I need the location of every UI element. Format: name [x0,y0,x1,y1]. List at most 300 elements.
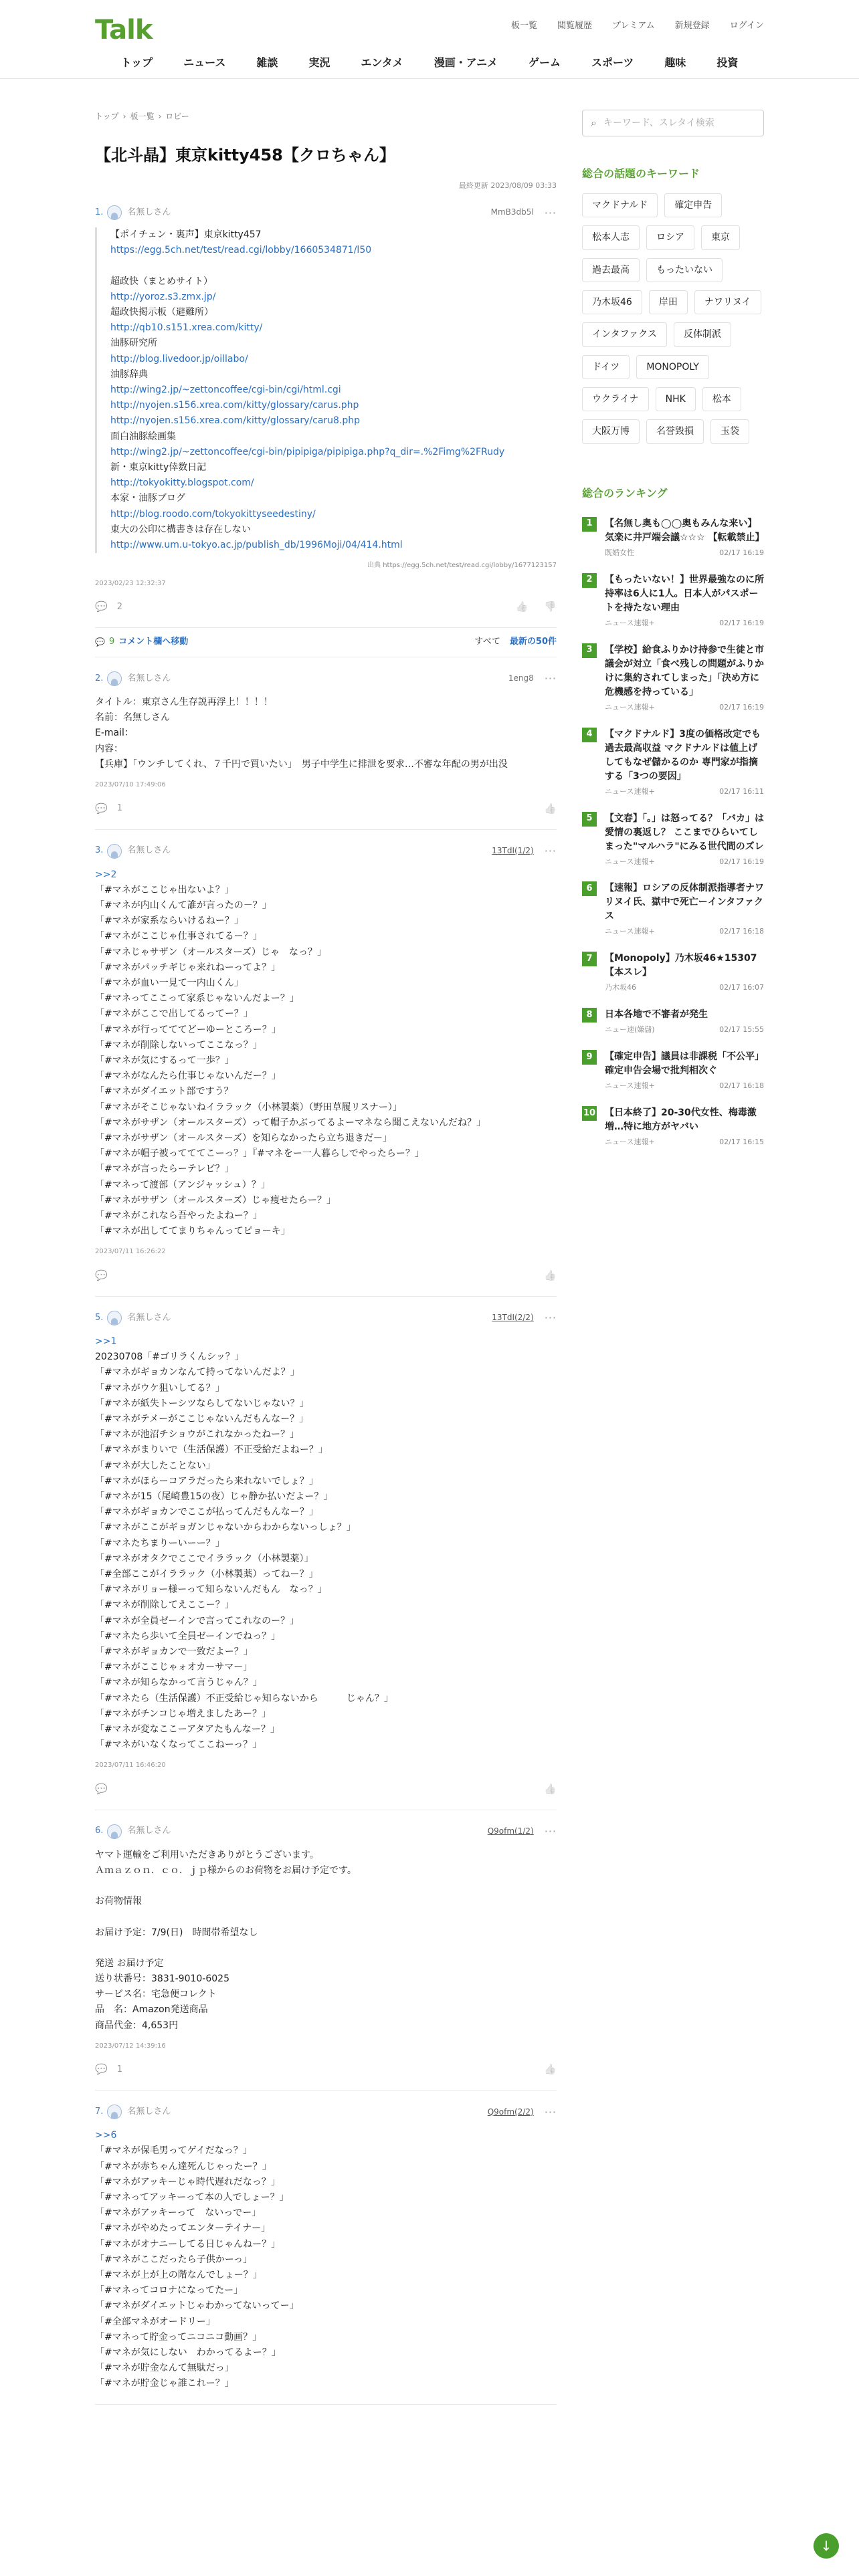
post-line: 「#マネが15（尾崎豊15の夜）じゃ静か払いだよー？」 [95,1491,333,1502]
ranking-meta [605,618,764,629]
more-icon[interactable]: ··· [544,1311,557,1325]
post-line: 「#マネが知らなかって言うじゃん？」 [95,1677,262,1689]
search-placeholder: キーワード、スレタイ検索 [603,117,714,128]
keyword-tag[interactable]: 松本 [702,387,741,411]
site-logo[interactable]: Talk [95,15,153,45]
post-line: 「#マネがギョカンで一致だよー？」 [95,1646,253,1657]
post-id[interactable]: 1eng8 [508,673,534,683]
scroll-down-button[interactable] [814,2533,839,2559]
post-number[interactable]: 5. [95,1312,104,1323]
ranking-board: ニュース速報+ [605,1138,655,1147]
post-line: 【兵庫】「ウンチしてくれ、７千円で買いたい」 男子中学生に排泄を要求…不審な年配の男が出没 [95,758,508,770]
post-line: 「#全部ここがイララック（小林製薬）ってねー？」 [95,1568,318,1580]
post-line: 「#マネがオタクでここでイララック（小林製薬）」 [95,1553,314,1564]
keyword-tag[interactable]: 名誉毀損 [646,419,704,443]
post-line: 「#マネが削除しないってここなっ？」 [95,1039,262,1051]
post-header [95,671,557,687]
post-line [95,1910,557,1925]
post-line: 「#マネじゃサザン（オールスターズ）じゃ なっ？」 [95,946,327,958]
keyword-tag[interactable]: もったいない [646,258,723,282]
comment-jump-bar [95,628,557,657]
ranking-meta [605,1081,764,1091]
post-line: 商品代金：4,653円 [95,2020,179,2031]
ranking-body [605,728,764,797]
keyword-tag[interactable]: 反体制派 [674,322,731,346]
post-line: 「#マネがテメーがここじゃないんだもんなー？」 [95,1413,309,1424]
post-line: 「#マネがダイエット部ですう？ [95,1086,233,1097]
post-line: 「#マネがやめたってエンターテイナー」 [95,2223,271,2234]
reaction-buttons [544,1782,557,1797]
rank-number: 1 [582,517,597,532]
keyword-tag[interactable]: ウクライナ [582,387,649,411]
post-line: 名前：名無しさん [95,712,170,724]
post-header [95,2104,557,2120]
keyword-tag[interactable]: 確定申告 [664,193,722,217]
ranking-body [605,952,764,993]
post-footer [95,1782,557,1798]
post-line: 「#マネってコロナになってたー」 [95,2285,244,2296]
post-line: 「#マネがほらーコアラだったら来れないでしょ？」 [95,1475,318,1487]
post-line: 本家・油豚ブログ [110,493,185,504]
ranking-board: 既婚女性 [605,548,634,557]
post-line: 【ポイチェン・裏声】東京kitty457 [110,229,262,241]
ranking-meta [605,982,764,993]
post-line: 「#マネって渡部（アンジャッシュ）？」 [95,1179,270,1190]
post-author: 名無しさん [127,1312,171,1323]
filter-latest-50[interactable]: 最新の50件 [509,637,557,647]
post-link[interactable]: >>2 [95,869,117,880]
ranking-title-text[interactable]: 【もったいない！】世界最強なのに所持率は6人に1人。日本人がパスポートを持たない理由 [605,574,764,613]
reaction-buttons [544,1269,557,1283]
comment-count: 1 [116,2064,122,2074]
post-body [95,695,557,772]
post-line: 「#マネが内山くんて誰が言ったの－？」 [95,899,272,911]
ranking-date: 02/17 16:19 [719,857,764,866]
post-body [95,2128,557,2391]
post-line: 20230708「#ゴリラくんシッ？」 [95,1352,244,1363]
comment-filter [474,636,557,649]
avatar-icon [107,671,122,686]
post-line: 「#マネが貯金じゃ誰これー？」 [95,2378,234,2389]
keyword-tag[interactable]: 玉袋 [710,419,749,443]
post-item [95,1297,557,1810]
keyword-tag[interactable]: 大阪万博 [582,419,640,443]
post-date: 2023/07/11 16:46:20 [95,1761,166,1769]
post-link[interactable]: http://nyojen.s156.xrea.com/kitty/glossary/carus.php [110,400,359,411]
post-line: 「#マネが帽子被ってててこーっ？」『#マネをー一人暮らしでやったらー？」 [95,1148,424,1160]
post-link[interactable]: http://wing2.jp/~zettoncoffee/cgi-bin/cgi/html.cgi [110,384,341,395]
post-line: 「#マネが紙失トーシツならしてないじゃない？」 [95,1398,309,1409]
thread-title: 【北斗晶】東京kitty458【クロちゃん】 [95,146,395,165]
post-author: 名無しさん [127,1826,171,1836]
post-line: 「#マネが血い一見て一内山くん」 [95,977,244,988]
nav-hobby[interactable]: 趣味 [664,56,686,69]
link-board-list[interactable]: 板一覧 [511,21,538,31]
thumbs-up-icon[interactable]: 👍 [515,601,529,613]
post-id[interactable]: 13TdI(2/2) [492,1313,534,1323]
main-content [95,110,557,2405]
post-line: 「#マネがギョカンでここが払ってんだもんなー？」 [95,1507,318,1518]
link-history[interactable]: 閲覧履歴 [557,21,593,31]
post-line: タイトル：東京さん生存説再浮上！！！！ [95,697,273,708]
post-body [95,227,557,553]
post-body [95,867,557,1240]
post-item [95,1810,557,2090]
post-id[interactable]: Q9ofm(1/2) [487,1826,534,1836]
post-footer [95,1268,557,1284]
ranking-board: ニュー速(嫌儲) [605,1025,655,1035]
ranking-date: 02/17 16:18 [719,927,764,936]
filter-all[interactable]: すべて [474,637,500,647]
ranking-body [605,1050,764,1091]
ranking-date: 02/17 16:15 [719,1138,764,1147]
avatar-icon [107,2105,122,2119]
ranking-item[interactable] [582,643,764,713]
post-line: 「#マネたちまりーいーー？」 [95,1537,225,1549]
post-line: 「#マネがここで出してるってー？」 [95,1008,253,1020]
ranking-title-text[interactable]: 【学校】給食ふりかけ持参で生徒と市議会が対立「食べ残しの問題がふりかけに集約されてしまった」「決め方に危機感を持っている」 [605,644,764,697]
post-footer [95,599,557,615]
ranking-date: 02/17 16:19 [719,702,764,712]
thumbs-up-icon[interactable]: 👍 [544,1269,557,1282]
breadcrumb-top[interactable]: トップ [95,112,119,121]
post-item [95,830,557,1297]
keyword-tag[interactable]: MONOPOLY [636,355,709,379]
post-line: 「#マネがこれなら吾やったよねー？」 [95,1210,262,1222]
breadcrumb-board-list[interactable]: 板一覧 [130,112,155,121]
comment-icon[interactable]: 💬 [95,802,108,815]
ranking-item[interactable] [582,881,764,937]
post-line: 内容： [95,743,123,754]
post-line: 「#マネがサザン（オールスターズ）じゃ痩せたらー？」 [95,1194,337,1206]
avatar-icon [107,1311,122,1325]
nav-entertainment[interactable]: エンタメ [361,56,403,69]
post-line: 「#マネがなんたら仕事じゃないんだー？」 [95,1071,281,1082]
comment-icon[interactable]: 💬 [95,2063,108,2076]
post-link[interactable]: http://blog.roodo.com/tokyokittyseedestiny/ [110,508,316,520]
post-line: 発送 お届け予定 [95,1957,164,1969]
post-line: 超政快掲示板（避難所） [110,306,213,318]
post-body [95,1334,557,1753]
avatar-icon [107,205,122,220]
nav-sports[interactable]: スポーツ [591,56,634,69]
ranking-date: 02/17 16:18 [719,1081,764,1091]
ranking-board: ニュース速報+ [605,702,655,712]
post-header [95,1824,557,1840]
post-number[interactable]: 3. [95,845,104,856]
ranking-board: ニュース速報+ [605,927,655,936]
link-signup[interactable]: 新規登録 [674,21,710,31]
ranking-item[interactable] [582,1008,764,1035]
post-line: 「#マネが上が上の階なんでしょー？」 [95,2270,262,2281]
ranking-meta [605,857,764,867]
post-line: 「#マネがここだったら子供かーっ」 [95,2254,253,2265]
ranking-title-text[interactable]: 【速報】ロシアの反体制派指導者ナワリヌイ氏、獄中で死亡ーインタファクス [605,883,764,922]
rank-number: 10 [582,1106,597,1121]
rank-number: 2 [582,573,597,588]
ranking-item[interactable] [582,952,764,993]
post-line: 「#マネたら（生活保護）不正受給じゃ知らないから じゃん？」 [95,1693,393,1704]
ranking-body [605,1106,764,1148]
rank-number: 4 [582,728,597,742]
post-header [95,843,557,859]
ranking-title-text[interactable]: 日本各地で不審者が発生 [605,1009,708,1021]
post-line: 「#マネがオナニーしてる日じゃんねー？」 [95,2238,281,2250]
ranking-body [605,517,764,558]
ranking-item[interactable] [582,1050,764,1091]
ranking-meta [605,786,764,797]
post-line: 「#マネがいなくなってここねーっ？」 [95,1739,262,1751]
post-link[interactable]: http://nyojen.s156.xrea.com/kitty/glossary/caru8.php [110,415,361,427]
post-header [95,1310,557,1326]
keyword-tag[interactable]: マクドナルド [582,193,658,217]
rank-number: 6 [582,881,597,896]
reaction-buttons [544,802,557,817]
keyword-tag[interactable]: ナワリヌイ [694,290,761,314]
link-premium[interactable]: プレミアム [612,21,655,31]
post-date: 2023/07/12 14:39:16 [95,2042,166,2050]
ranking-board: ニュース速報+ [605,618,655,627]
post-number[interactable]: 2. [95,673,104,683]
ranking-item[interactable] [582,728,764,797]
post-line: 「#マネがギョカンなんて持ってないんだよ？」 [95,1367,300,1378]
post-id[interactable]: MmB3db5l [490,207,534,217]
more-icon[interactable]: ··· [544,844,557,857]
post-line: 「#マネがウケ狙いしてる？」 [95,1382,225,1394]
post-author: 名無しさん [127,673,171,683]
post-item [95,191,557,628]
post-link[interactable]: http://www.um.u-tokyo.ac.jp/publish_db/1996Moji/04/414.html [110,539,403,550]
ranking-body [605,1008,764,1035]
ranking-item[interactable] [582,1106,764,1148]
link-login[interactable]: ログイン [729,21,764,31]
ranking-title-text[interactable]: 【Monopoly】乃木坂46★15307【本スレ】 [605,953,757,978]
ranking-date: 02/17 16:19 [719,548,764,557]
post-header [95,205,557,221]
ranking-title-text[interactable]: 【日本終了】20-30代女性、梅毒激増…特に地方がヤバい [605,1107,757,1133]
post-source[interactable]: 出典 https://egg.5ch.net/test/read.cgi/lobby/1677123157 [367,562,557,570]
comment-total: 9 [108,637,115,647]
ranking-date: 02/17 15:55 [719,1025,764,1035]
ranking-title-text[interactable]: 【マクドナルド】3度の価格改定でも過去最高収益 マクドナルドは値上げしてもなぜ儲かるのか 専門家が指摘する「3つの要因」 [605,728,761,782]
top-links [511,20,764,33]
thumbs-up-icon[interactable]: 👍 [544,2063,557,2076]
post-line: ヤマト運輸をご利用いただきありがとうございます。 [95,1849,319,1860]
post-line: 「#マネが行ってててどーゆーところー？」 [95,1024,281,1035]
ranking-item[interactable] [582,812,764,867]
thumbs-down-icon[interactable]: 👎 [544,601,557,613]
keyword-tag[interactable]: 東京 [701,225,740,249]
thumbs-up-icon[interactable]: 👍 [544,802,557,815]
comment-icon[interactable]: 💬 [95,1783,108,1796]
ranking-list [582,517,764,1148]
post-line: 「#マネがまりいで（生活保護）不正受給だよねー？」 [95,1444,328,1456]
reaction-buttons [516,600,557,615]
post-date: 2023/07/11 16:26:22 [95,1248,166,1256]
post-date: 2023/07/10 17:49:06 [95,781,166,789]
post-line: 送り状番号：3831-9010-6025 [95,1973,229,1984]
post-link[interactable]: https://egg.5ch.net/test/read.cgi/lobby/1660534871/l50 [110,245,372,256]
post-line: 「#マネが気にするって一歩？」 [95,1055,234,1066]
post-list [95,191,557,2405]
thumbs-up-icon[interactable]: 👍 [544,1783,557,1796]
ranking-item[interactable] [582,573,764,629]
nav-invest[interactable]: 投資 [717,56,739,69]
post-line: 「#マネが赤ちゃん達死んじゃったー？」 [95,2161,272,2172]
post-link[interactable]: >>6 [95,2130,117,2141]
ranking-item[interactable] [582,517,764,558]
nav-top[interactable]: トップ [120,56,153,69]
ranking-title-text[interactable]: 【文春】「。」は怒ってる？「バカ」は愛情の裏返し？ ここまでひらいてしまった"マルハラ"にみる世代間のズレ [605,813,764,852]
comment-icon: 💬 [95,637,105,647]
keyword-tag[interactable]: 過去最高 [582,258,640,282]
keyword-list [582,193,764,443]
post-line: 「#マネたら歩いて全員ゼーインでねっ？」 [95,1630,281,1642]
keyword-tag[interactable]: 松本人志 [582,225,640,249]
avatar-icon [107,844,122,859]
more-icon[interactable]: ··· [544,672,557,685]
post-line: 「#マネが保毛男ってゲイだなっ？」 [95,2145,252,2157]
post-author: 名無しさん [127,845,171,856]
post-line: 東大の公印に構書きは存在しない [110,524,251,535]
ranking-board: ニュース速報+ [605,857,655,866]
nav-news[interactable]: ニュース [183,56,226,69]
nav-live[interactable]: 実況 [308,56,330,69]
nav-manga-anime[interactable]: 漫画・アニメ [434,56,498,69]
post-link[interactable]: http://blog.livedoor.jp/oillabo/ [110,353,248,364]
ranking-body [605,643,764,713]
post-line [110,259,557,274]
post-footer [95,801,557,817]
post-line: 「#マネがダイエットじゃわかってないってー」 [95,2300,299,2312]
post-line: 「#マネがサザン（オールスターズ）って帽子かぶってるよーマネなら聞こえないんだね？」 [95,1117,486,1128]
post-line [95,1879,557,1894]
keyword-title: 総合の話題のキーワード [582,167,700,180]
comment-icon[interactable]: 💬 [95,1269,108,1282]
keyword-tag[interactable]: NHK [656,387,696,411]
last-updated: 最終更新 2023/08/09 03:33 [458,181,557,191]
post-link[interactable]: http://yoroz.s3.zmx.jp/ [110,291,216,302]
comment-count: 2 [116,601,122,612]
post-author: 名無しさん [127,2106,171,2117]
post-line: 新・東京kitty倖数日記 [110,461,207,473]
keyword-tag[interactable]: インタファクス [582,322,667,346]
rank-number: 3 [582,643,597,658]
breadcrumb: トップ › 板一覧 › ロビー [95,112,189,121]
post-id[interactable]: Q9ofm(2/2) [487,2107,534,2117]
ranking-date: 02/17 16:07 [719,983,764,992]
keyword-tag[interactable]: 岸田 [649,290,688,314]
post-number[interactable]: 6. [95,1826,104,1836]
post-body [95,1848,557,2034]
post-line: 「#マネがここじゃォオカーサマー」 [95,1662,253,1673]
post-item [95,2090,557,2404]
post-link[interactable]: http://wing2.jp/~zettoncoffee/cgi-bin/pipipiga/pipipiga.php?q_dir=.%2Fimg%2FRudy [110,446,505,457]
post-link[interactable]: >>1 [95,1335,117,1347]
nav-chat[interactable]: 雑談 [256,56,278,69]
post-line: 「#マネが貯金なんて無駄だっ」 [95,2363,234,2374]
ranking-body [605,881,764,937]
more-icon[interactable]: ··· [544,206,557,219]
more-icon[interactable]: ··· [544,1825,557,1838]
post-line: 「#マネが全員ゼーインで言ってこれなのー？」 [95,1615,300,1626]
ranking-meta [605,1137,764,1148]
ranking-title: 総合のランキング [582,486,668,500]
post-line: 「#マネがアッキーじゃ時代遅れだなっ？」 [95,2176,280,2187]
avatar-icon [107,1824,122,1839]
post-footer [95,2062,557,2078]
post-line: 「#マネがチンコじゃ増えましたあー？」 [95,1708,272,1719]
post-line: 油豚辞典 [110,368,148,380]
post-line: 「#マネが気にしない わかってるよー？」 [95,2347,281,2359]
post-line: E-mail： [95,728,134,739]
post-number[interactable]: 7. [95,2106,104,2117]
post-line: 「#マネが大したことない」 [95,1460,215,1471]
search-input[interactable] [582,110,764,136]
post-date: 2023/02/23 12:32:37 [95,579,166,587]
post-line: 「#マネが変なここーアタアたもんなー？」 [95,1724,280,1735]
post-line: 「#マネが家系ならいけるねー？」 [95,916,244,927]
keyword-tag[interactable]: 乃木坂46 [582,290,642,314]
post-link[interactable]: http://qb10.s151.xrea.com/kitty/ [110,322,263,334]
ranking-title-text[interactable]: 【確定申告】議員は非課税「不公平」 確定申告会場で批判相次ぐ [605,1051,764,1077]
post-line: 「#マネってここって家系じゃないんだよー？」 [95,993,299,1004]
more-icon[interactable]: ··· [544,2105,557,2119]
sidebar [582,110,764,1162]
ranking-date: 02/17 16:19 [719,618,764,627]
post-item [95,657,557,830]
post-line: 「#マネがそこじゃないねイララック（小林製薬）（野田草履リスナー）」 [95,1101,402,1113]
ranking-board: 乃木坂46 [605,983,636,992]
global-nav [95,55,764,70]
ranking-body [605,812,764,867]
post-line: 「#マネってアッキーって本の人でしょー？」 [95,2192,289,2204]
post-line: 「#マネがここじゃ出ないよ？」 [95,884,234,895]
comment-icon[interactable]: 💬 [95,601,108,613]
keyword-tag[interactable]: ドイツ [582,355,630,379]
post-line: 「#マネがアッキーって ないっでー」 [95,2208,262,2219]
post-line: 面白油豚絵画集 [110,431,176,442]
rank-number: 5 [582,812,597,827]
jump-to-comments-link[interactable]: コメント欄へ移動 [118,637,189,647]
post-number[interactable]: 1. [95,207,104,217]
arrow-down-icon: ↓ [820,2537,832,2554]
ranking-board: ニュース速報+ [605,786,655,796]
post-line: 「#マネって貯金ってニコニコ動画？」 [95,2331,262,2343]
post-line: 油豚研究所 [110,338,157,349]
ranking-title-text[interactable]: 【名無し奥も◯◯奥もみんな来い】 気楽に井戸端会議☆☆☆ 【転載禁止】 [605,518,765,543]
keyword-tag[interactable]: ロシア [646,225,694,249]
post-line: 「#マネがここじゃ仕事されてるー？」 [95,931,262,942]
rank-number: 7 [582,952,597,966]
post-line: お届け予定：7/9(日) 時間帯希望なし [95,1927,258,1938]
reaction-buttons [544,2062,557,2077]
post-link[interactable]: http://tokyokitty.blogspot.com/ [110,477,254,489]
ranking-meta [605,926,764,937]
breadcrumb-lobby[interactable]: ロビー [165,112,189,121]
rank-number: 8 [582,1008,597,1023]
post-line [95,1941,557,1956]
post-line: 「#マネがここがギョガンじゃないからわからないっしょ？」 [95,1522,356,1533]
post-line: 「#マネがサザン（オールスターズ）を知らなかったら立ち退きだー」 [95,1133,393,1144]
post-id[interactable]: 13TdI(1/2) [492,845,534,855]
ranking-date: 02/17 16:11 [719,786,764,796]
comment-count: 1 [116,803,122,814]
nav-game[interactable]: ゲーム [528,56,561,69]
post-line: 超政快（まとめサイト） [110,276,213,287]
post-line: 「#マネがリョー様ーって知らないんだもん なっ？」 [95,1584,327,1596]
post-line: お荷物情報 [95,1896,142,1907]
